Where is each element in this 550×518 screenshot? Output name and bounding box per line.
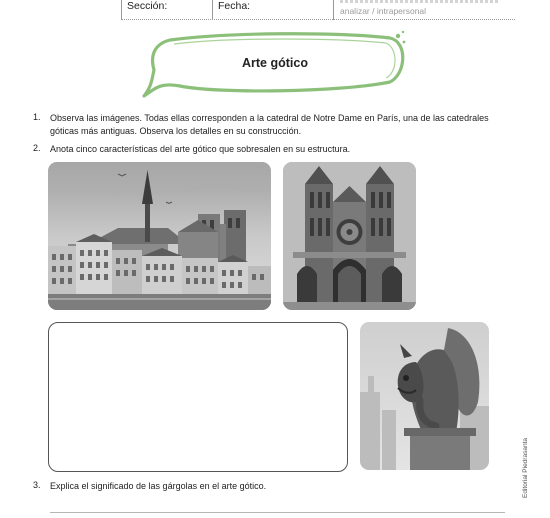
question-3-number: 3. (33, 480, 41, 490)
question-3-answer-line[interactable] (50, 512, 505, 513)
answer-box[interactable] (48, 322, 348, 472)
header-bottom-rule (121, 19, 515, 20)
question-1-line-1: Observa las imágenes. Todas ellas corresponden a la catedral de Notre Dame en París, una de las catedrales (50, 113, 489, 123)
skill-analizar: analizar (340, 6, 370, 16)
notre-dame-riverside-photo (48, 162, 271, 310)
gargoyle-photo (360, 322, 489, 470)
title-banner (140, 30, 410, 98)
header-divider-middle (212, 0, 213, 20)
question-2-text: Anota cinco características del arte gótico que sobresalen en su estructura. (50, 144, 351, 154)
header-divider-right (333, 0, 334, 20)
question-2-number: 2. (33, 143, 41, 153)
skill-separator: / (372, 6, 375, 16)
page-title: Arte gótico (242, 56, 308, 70)
publisher-credit: Editorial Piedrasanta (522, 438, 529, 498)
question-3-text: Explica el significado de las gárgolas en el arte gótico. (50, 481, 267, 491)
header-divider-left (121, 0, 122, 20)
cathedral-facade-photo (283, 162, 416, 310)
question-1-text (50, 112, 520, 137)
question-1-line-2: góticas más antiguas. Observa los detalles en su construcción. (50, 125, 302, 136)
date-label: Fecha: (218, 0, 251, 12)
question-1-number: 1. (33, 112, 41, 122)
cut-off-heading-text (340, 0, 500, 3)
skills-text (340, 6, 426, 16)
skill-intrapersonal: intrapersonal (376, 6, 427, 16)
section-label: Sección: (127, 0, 168, 12)
